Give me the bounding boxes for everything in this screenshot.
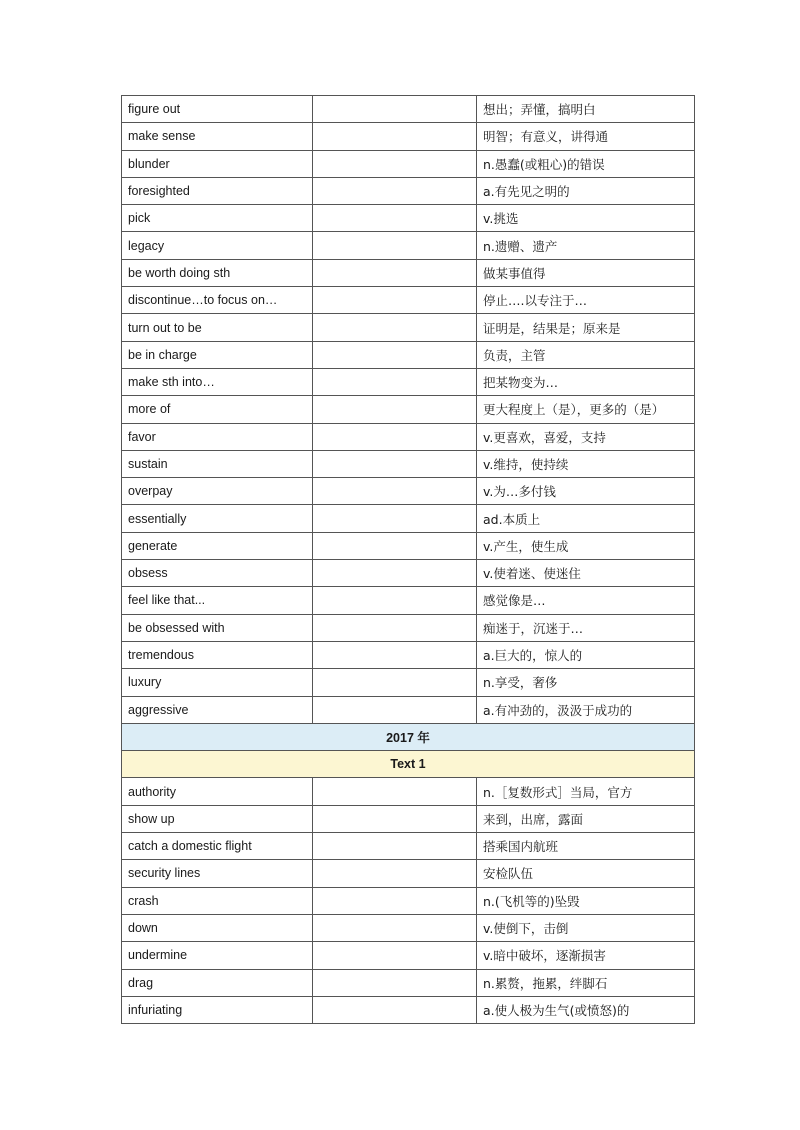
table-row: [122, 150, 695, 177]
english-term: aggressive: [122, 696, 313, 723]
chinese-meaning: 痴迷于，沉迷于…: [477, 614, 695, 641]
blank-cell: [313, 423, 477, 450]
blank-cell: [313, 996, 477, 1023]
english-term: sustain: [122, 450, 313, 477]
table-row: [122, 505, 695, 532]
blank-cell: [313, 96, 477, 123]
chinese-meaning: v.更喜欢，喜爱，支持: [477, 423, 695, 450]
table-row: [122, 969, 695, 996]
english-term: discontinue…to focus on…: [122, 287, 313, 314]
chinese-meaning: v.为…多付钱: [477, 478, 695, 505]
chinese-meaning: a.巨大的，惊人的: [477, 641, 695, 668]
table-row: [122, 996, 695, 1023]
english-term: make sense: [122, 123, 313, 150]
table-row: [122, 560, 695, 587]
blank-cell: [313, 833, 477, 860]
blank-cell: [313, 205, 477, 232]
blank-cell: [313, 505, 477, 532]
blank-cell: [313, 478, 477, 505]
english-term: turn out to be: [122, 314, 313, 341]
chinese-meaning: a.有先见之明的: [477, 177, 695, 204]
chinese-meaning: n.(飞机等的)坠毁: [477, 887, 695, 914]
blank-cell: [313, 587, 477, 614]
vocab-rows-before: [122, 96, 695, 724]
english-term: legacy: [122, 232, 313, 259]
table-row: [122, 478, 695, 505]
table-row: [122, 887, 695, 914]
chinese-meaning: 更大程度上（是），更多的（是）: [477, 396, 695, 423]
chinese-meaning: n.［复数形式］当局，官方: [477, 778, 695, 805]
chinese-meaning: n.愚蠢(或粗心)的错误: [477, 150, 695, 177]
chinese-meaning: n.遗赠、遗产: [477, 232, 695, 259]
chinese-meaning: 来到，出席，露面: [477, 805, 695, 832]
english-term: tremendous: [122, 641, 313, 668]
chinese-meaning: n.累赘，拖累，绊脚石: [477, 969, 695, 996]
chinese-meaning: 安检队伍: [477, 860, 695, 887]
table-row: [122, 205, 695, 232]
english-term: generate: [122, 532, 313, 559]
blank-cell: [313, 259, 477, 286]
year-header: 2017 年: [122, 723, 695, 750]
table-row: [122, 805, 695, 832]
blank-cell: [313, 123, 477, 150]
english-term: favor: [122, 423, 313, 450]
blank-cell: [313, 669, 477, 696]
blank-cell: [313, 805, 477, 832]
chinese-meaning: 感觉像是…: [477, 587, 695, 614]
text-header-row: [122, 751, 695, 778]
table-row: [122, 232, 695, 259]
blank-cell: [313, 450, 477, 477]
chinese-meaning: v.暗中破坏，逐渐损害: [477, 942, 695, 969]
blank-cell: [313, 314, 477, 341]
blank-cell: [313, 969, 477, 996]
chinese-meaning: v.使倒下，击倒: [477, 914, 695, 941]
table-row: [122, 341, 695, 368]
blank-cell: [313, 778, 477, 805]
english-term: drag: [122, 969, 313, 996]
table-row: [122, 259, 695, 286]
chinese-meaning: a.使人极为生气(或愤怒)的: [477, 996, 695, 1023]
table-row: [122, 177, 695, 204]
chinese-meaning: 做某事值得: [477, 259, 695, 286]
english-term: obsess: [122, 560, 313, 587]
text-header: Text 1: [122, 751, 695, 778]
table-row: [122, 423, 695, 450]
chinese-meaning: 负责，主管: [477, 341, 695, 368]
english-term: undermine: [122, 942, 313, 969]
table-row: [122, 669, 695, 696]
blank-cell: [313, 177, 477, 204]
table-row: [122, 860, 695, 887]
blank-cell: [313, 368, 477, 395]
english-term: feel like that...: [122, 587, 313, 614]
blank-cell: [313, 341, 477, 368]
blank-cell: [313, 614, 477, 641]
english-term: figure out: [122, 96, 313, 123]
chinese-meaning: v.使着迷、使迷住: [477, 560, 695, 587]
chinese-meaning: v.维持，使持续: [477, 450, 695, 477]
year-header-row: [122, 723, 695, 750]
table-row: [122, 96, 695, 123]
table-row: [122, 314, 695, 341]
english-term: make sth into…: [122, 368, 313, 395]
english-term: pick: [122, 205, 313, 232]
chinese-meaning: v.产生，使生成: [477, 532, 695, 559]
vocab-rows-after: [122, 778, 695, 1024]
chinese-meaning: ad.本质上: [477, 505, 695, 532]
english-term: blunder: [122, 150, 313, 177]
chinese-meaning: 把某物变为…: [477, 368, 695, 395]
chinese-meaning: 想出；弄懂，搞明白: [477, 96, 695, 123]
blank-cell: [313, 532, 477, 559]
blank-cell: [313, 232, 477, 259]
table-row: [122, 532, 695, 559]
table-row: [122, 942, 695, 969]
table-row: [122, 450, 695, 477]
chinese-meaning: a.有冲劲的，汲汲于成功的: [477, 696, 695, 723]
english-term: foresighted: [122, 177, 313, 204]
chinese-meaning: n.享受，奢侈: [477, 669, 695, 696]
table-row: [122, 368, 695, 395]
blank-cell: [313, 150, 477, 177]
vocabulary-page: [121, 95, 693, 1024]
english-term: luxury: [122, 669, 313, 696]
table-row: [122, 696, 695, 723]
english-term: overpay: [122, 478, 313, 505]
english-term: security lines: [122, 860, 313, 887]
chinese-meaning: 停止….以专注于…: [477, 287, 695, 314]
table-row: [122, 614, 695, 641]
blank-cell: [313, 860, 477, 887]
table-row: [122, 396, 695, 423]
chinese-meaning: 明智；有意义，讲得通: [477, 123, 695, 150]
english-term: catch a domestic flight: [122, 833, 313, 860]
english-term: be obsessed with: [122, 614, 313, 641]
section-headers: [122, 723, 695, 778]
blank-cell: [313, 696, 477, 723]
english-term: down: [122, 914, 313, 941]
english-term: be worth doing sth: [122, 259, 313, 286]
english-term: show up: [122, 805, 313, 832]
blank-cell: [313, 560, 477, 587]
table-row: [122, 914, 695, 941]
table-row: [122, 778, 695, 805]
blank-cell: [313, 914, 477, 941]
english-term: infuriating: [122, 996, 313, 1023]
table-row: [122, 833, 695, 860]
english-term: crash: [122, 887, 313, 914]
vocabulary-table: [121, 95, 695, 1024]
chinese-meaning: 搭乘国内航班: [477, 833, 695, 860]
english-term: more of: [122, 396, 313, 423]
table-row: [122, 641, 695, 668]
table-row: [122, 287, 695, 314]
english-term: authority: [122, 778, 313, 805]
table-row: [122, 587, 695, 614]
chinese-meaning: v.挑选: [477, 205, 695, 232]
english-term: essentially: [122, 505, 313, 532]
blank-cell: [313, 887, 477, 914]
blank-cell: [313, 396, 477, 423]
blank-cell: [313, 942, 477, 969]
chinese-meaning: 证明是，结果是；原来是: [477, 314, 695, 341]
blank-cell: [313, 641, 477, 668]
english-term: be in charge: [122, 341, 313, 368]
blank-cell: [313, 287, 477, 314]
table-row: [122, 123, 695, 150]
